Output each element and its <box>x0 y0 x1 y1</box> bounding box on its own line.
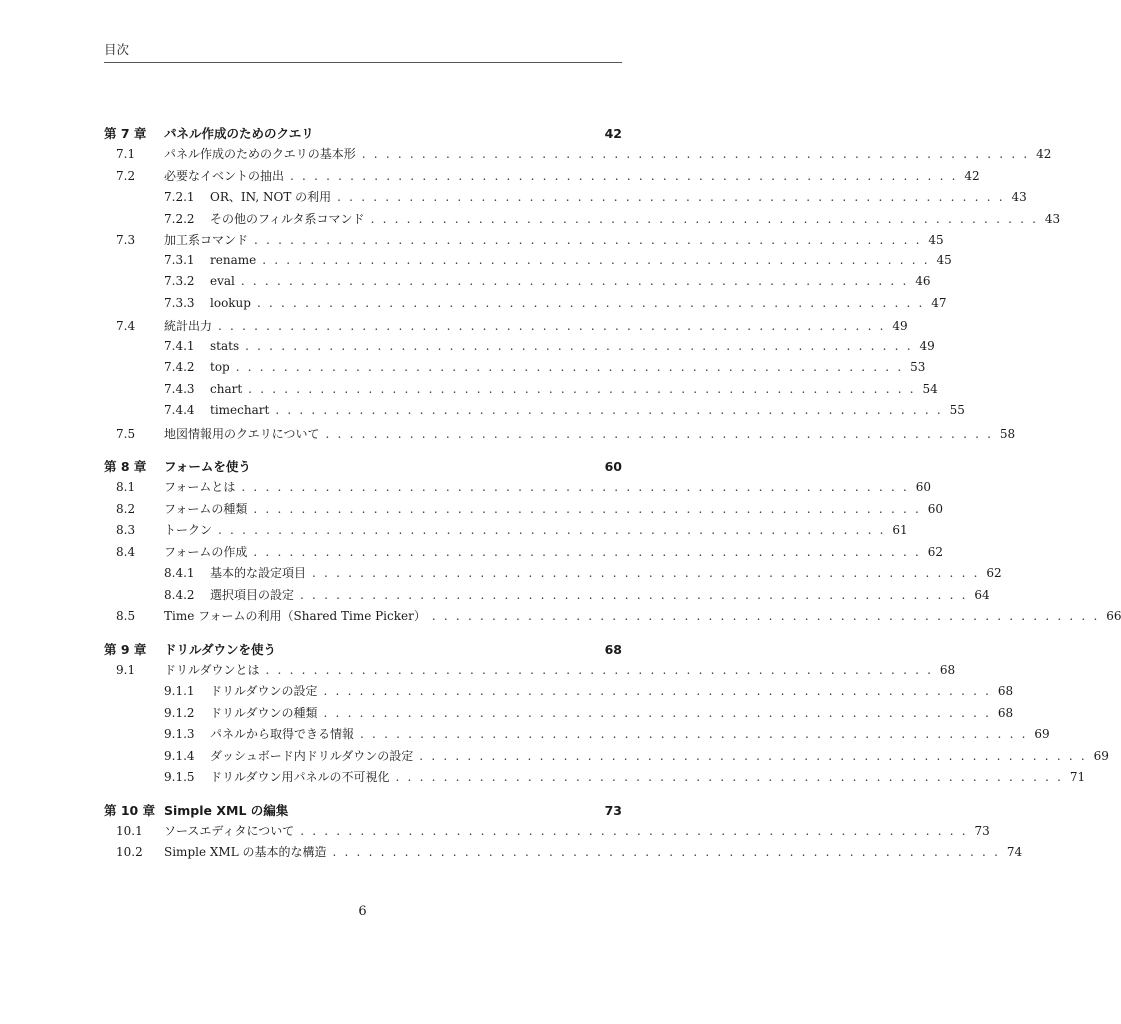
entry-title: その他のフィルタ系コマンド <box>210 211 365 226</box>
dot-leader: . . . . . . . . . . . . . . . . . . . . . . . . . . . . . . . . . . . . . . . . . . . . . . . . . . . . . . . . <box>253 501 922 516</box>
header-rule <box>104 62 622 63</box>
entry-title: 地図情報用のクエリについて <box>164 426 320 441</box>
dot-leader: . . . . . . . . . . . . . . . . . . . . . . . . . . . . . . . . . . . . . . . . . . . . . . . . . . . . . . . . <box>337 190 1005 204</box>
chapter-title: Simple XML の編集 <box>164 802 289 818</box>
dot-leader: . . . . . . . . . . . . . . . . . . . . . . . . . . . . . . . . . . . . . . . . . . . . . . . . . . . . . . . . <box>253 544 922 559</box>
section-entry[interactable] <box>104 843 1023 865</box>
chapter-number: 第 9 章 <box>104 641 147 657</box>
chapter-number: 第 7 章 <box>104 126 147 141</box>
entry-page: 47 <box>931 295 947 310</box>
chapter-number: 第 8 章 <box>104 459 147 474</box>
entry-title: 統計出力 <box>164 319 213 333</box>
dot-leader: . . . . . . . . . . . . . . . . . . . . . . . . . . . . . . . . . . . . . . . . . . . . . . . . . . . . . . . . <box>419 748 1087 763</box>
entry-page: 69 <box>1034 727 1050 741</box>
dot-leader: . . . . . . . . . . . . . . . . . . . . . . . . . . . . . . . . . . . . . . . . . . . . . . . . . . . . . . . . <box>241 480 910 494</box>
entry-title: フォームとは <box>164 480 236 494</box>
subsection-entry[interactable] <box>104 725 1050 747</box>
dot-leader: . . . . . . . . . . . . . . . . . . . . . . . . . . . . . . . . . . . . . . . . . . . . . . . . . . . . . . . . <box>325 426 994 441</box>
entry-number: 8.4.1 <box>164 566 195 580</box>
entry-number: 7.2 <box>116 168 136 183</box>
dot-leader: . . . . . . . . . . . . . . . . . . . . . . . . . . . . . . . . . . . . . . . . . . . . . . . . . . . . . . . . <box>275 403 943 417</box>
entry-number: 9.1.4 <box>164 748 195 763</box>
subsection-entry[interactable] <box>104 403 965 425</box>
entry-number: 7.3.2 <box>164 274 195 288</box>
dot-leader: . . . . . . . . . . . . . . . . . . . . . . . . . . . . . . . . . . . . . . . . . . . . . . . . . . . . . . . . <box>370 211 1039 226</box>
section-entry[interactable] <box>104 425 1016 447</box>
entry-number: 7.3.1 <box>164 252 195 267</box>
section-entry[interactable] <box>104 231 944 253</box>
dot-leader: . . . . . . . . . . . . . . . . . . . . . . . . . . . . . . . . . . . . . . . . . . . . . . . . . . . . . . . . <box>360 727 1028 741</box>
entry-number: 7.2.2 <box>164 211 195 226</box>
toc-chapter <box>104 801 1023 865</box>
entry-number: 7.4 <box>116 319 136 333</box>
entry-title: Simple XML の基本的な構造 <box>164 845 327 859</box>
entry-title: ドリルダウンとは <box>164 662 260 677</box>
entry-title: 必要なイベントの抽出 <box>164 168 285 183</box>
dot-leader: . . . . . . . . . . . . . . . . . . . . . . . . . . . . . . . . . . . . . . . . . . . . . . . . . . . . . . . . <box>254 233 922 247</box>
entry-number: 8.2 <box>116 501 136 516</box>
entry-title: 加工系コマンド <box>164 233 249 247</box>
entry-page: 69 <box>1093 748 1109 763</box>
entry-title: ドリルダウン用パネルの不可視化 <box>210 770 390 784</box>
entry-title: eval <box>210 274 235 288</box>
entry-title: Time フォームの利用（Shared Time Picker） <box>164 609 426 623</box>
entry-page: 43 <box>1044 211 1061 226</box>
section-entry[interactable] <box>104 661 956 683</box>
entry-number: 9.1.1 <box>164 684 195 698</box>
entry-title: chart <box>210 381 243 396</box>
section-entry[interactable] <box>104 607 1121 629</box>
chapter-heading[interactable] <box>104 640 622 661</box>
dot-leader: . . . . . . . . . . . . . . . . . . . . . . . . . . . . . . . . . . . . . . . . . . . . . . . . . . . . . . . . <box>312 566 980 580</box>
entry-number: 9.1.5 <box>164 770 195 784</box>
subsection-entry[interactable] <box>104 586 990 608</box>
subsection-entry[interactable] <box>104 295 947 318</box>
dot-leader: . . . . . . . . . . . . . . . . . . . . . . . . . . . . . . . . . . . . . . . . . . . . . . . . . . . . . . . . <box>395 770 1064 784</box>
section-entry[interactable] <box>104 822 990 844</box>
toc-chapter <box>104 640 1109 790</box>
dot-leader: . . . . . . . . . . . . . . . . . . . . . . . . . . . . . . . . . . . . . . . . . . . . . . . . . . . . . . . . <box>323 705 992 720</box>
entry-number: 7.4.1 <box>164 338 195 353</box>
entry-page: 66 <box>1106 609 1121 623</box>
section-entry[interactable] <box>104 145 1052 167</box>
dot-leader: . . . . . . . . . . . . . . . . . . . . . . . . . . . . . . . . . . . . . . . . . . . . . . . . . . . . . . . . <box>332 845 1001 859</box>
chapter-number: 第 10 章 <box>104 802 156 818</box>
dot-leader: . . . . . . . . . . . . . . . . . . . . . . . . . . . . . . . . . . . . . . . . . . . . . . . . . . . . . . . . <box>245 338 913 353</box>
subsection-entry[interactable] <box>104 188 1027 210</box>
chapter-title: ドリルダウンを使う <box>164 641 277 657</box>
entry-page: 46 <box>915 274 931 288</box>
section-entry[interactable] <box>104 478 932 500</box>
entry-title: パネルから取得できる情報 <box>210 727 355 741</box>
subsection-entry[interactable] <box>104 274 931 296</box>
subsection-entry[interactable] <box>104 210 1061 232</box>
entry-page: 42 <box>964 168 980 183</box>
entry-page: 68 <box>939 662 956 677</box>
subsection-entry[interactable] <box>104 747 1109 769</box>
subsection-entry[interactable] <box>104 768 1086 790</box>
toc-chapter <box>104 124 1061 446</box>
entry-title: stats <box>210 338 240 353</box>
entry-title: パネル作成のためのクエリの基本形 <box>164 147 356 161</box>
subsection-entry[interactable] <box>104 338 935 361</box>
subsection-entry[interactable] <box>104 564 1002 586</box>
entry-number: 7.1 <box>116 147 136 161</box>
entry-title: ドリルダウンの種類 <box>210 705 318 720</box>
entry-page: 54 <box>922 381 938 396</box>
dot-leader: . . . . . . . . . . . . . . . . . . . . . . . . . . . . . . . . . . . . . . . . . . . . . . . . . . . . . . . . <box>235 360 904 374</box>
entry-number: 7.4.2 <box>164 360 195 374</box>
chapter-page: 60 <box>604 459 622 474</box>
dot-leader: . . . . . . . . . . . . . . . . . . . . . . . . . . . . . . . . . . . . . . . . . . . . . . . . . . . . . . . . <box>248 381 916 396</box>
entry-number: 9.1.3 <box>164 727 195 741</box>
dot-leader: . . . . . . . . . . . . . . . . . . . . . . . . . . . . . . . . . . . . . . . . . . . . . . . . . . . . . . . . <box>262 252 930 267</box>
entry-number: 9.1 <box>116 662 136 677</box>
dot-leader: . . . . . . . . . . . . . . . . . . . . . . . . . . . . . . . . . . . . . . . . . . . . . . . . . . . . . . . . <box>218 319 886 333</box>
entry-title: フォームの種類 <box>164 501 248 516</box>
entry-number: 7.2.1 <box>164 190 195 204</box>
section-entry[interactable] <box>104 521 908 543</box>
chapter-page: 68 <box>604 641 622 657</box>
dot-leader: . . . . . . . . . . . . . . . . . . . . . . . . . . . . . . . . . . . . . . . . . . . . . . . . . . . . . . . . <box>218 523 886 537</box>
entry-title: rename <box>210 252 257 267</box>
dot-leader: . . . . . . . . . . . . . . . . . . . . . . . . . . . . . . . . . . . . . . . . . . . . . . . . . . . . . . . . <box>361 147 1030 161</box>
entry-page: 74 <box>1006 845 1023 859</box>
entry-page: 71 <box>1069 770 1086 784</box>
running-header: 目次 <box>104 42 130 57</box>
entry-page: 60 <box>927 501 944 516</box>
entry-title: ソースエディタについて <box>164 823 295 838</box>
entry-page: 49 <box>919 338 935 353</box>
toc-chapter <box>104 457 1121 629</box>
entry-number: 8.5 <box>116 609 136 623</box>
entry-title: フォームの作成 <box>164 544 248 559</box>
chapter-page: 42 <box>604 126 622 141</box>
chapter-heading[interactable] <box>104 801 622 822</box>
dot-leader: . . . . . . . . . . . . . . . . . . . . . . . . . . . . . . . . . . . . . . . . . . . . . . . . . . . . . . . . <box>256 295 925 310</box>
entry-number: 10.1 <box>116 823 143 838</box>
entry-page: 43 <box>1011 190 1027 204</box>
entry-title: ダッシュボード内ドリルダウンの設定 <box>210 748 414 763</box>
entry-page: 49 <box>892 319 908 333</box>
dot-leader: . . . . . . . . . . . . . . . . . . . . . . . . . . . . . . . . . . . . . . . . . . . . . . . . . . . . . . . . <box>240 274 909 288</box>
entry-number: 8.1 <box>116 480 136 494</box>
subsection-entry[interactable] <box>104 252 952 275</box>
section-entry[interactable] <box>104 543 944 565</box>
entry-number: 7.3.3 <box>164 295 195 310</box>
entry-page: 73 <box>974 823 990 838</box>
entry-page: 68 <box>997 684 1014 698</box>
entry-page: 42 <box>1036 147 1052 161</box>
entry-title: lookup <box>210 295 251 310</box>
entry-number: 9.1.2 <box>164 705 195 720</box>
entry-page: 62 <box>986 566 1002 580</box>
chapter-heading[interactable] <box>104 124 622 145</box>
entry-number: 10.2 <box>116 845 143 859</box>
entry-number: 7.3 <box>116 233 136 247</box>
subsection-entry[interactable] <box>104 360 926 382</box>
section-entry[interactable] <box>104 317 908 339</box>
entry-page: 68 <box>997 705 1014 720</box>
entry-title: 選択項目の設定 <box>210 587 295 602</box>
entry-number: 7.5 <box>116 426 136 441</box>
entry-title: timechart <box>210 403 270 417</box>
dot-leader: . . . . . . . . . . . . . . . . . . . . . . . . . . . . . . . . . . . . . . . . . . . . . . . . . . . . . . . . <box>265 662 934 677</box>
entry-page: 55 <box>949 403 965 417</box>
entry-page: 45 <box>936 252 952 267</box>
entry-page: 60 <box>915 480 932 494</box>
entry-page: 64 <box>974 587 990 602</box>
chapter-title: フォームを使う <box>164 459 251 474</box>
subsection-entry[interactable] <box>104 704 1014 726</box>
entry-page: 53 <box>910 360 926 374</box>
page-number: 6 <box>358 904 367 919</box>
entry-number: 8.4.2 <box>164 587 195 602</box>
subsection-entry[interactable] <box>104 682 1014 704</box>
entry-page: 61 <box>892 523 908 537</box>
entry-title: 基本的な設定項目 <box>210 566 307 580</box>
entry-title: top <box>210 360 230 374</box>
chapter-heading[interactable] <box>104 457 622 478</box>
entry-number: 8.4 <box>116 544 136 559</box>
entry-page: 45 <box>928 233 944 247</box>
entry-page: 58 <box>999 426 1016 441</box>
entry-number: 7.4.4 <box>164 403 195 417</box>
entry-title: トークン <box>164 523 213 537</box>
dot-leader: . . . . . . . . . . . . . . . . . . . . . . . . . . . . . . . . . . . . . . . . . . . . . . . . . . . . . . . . <box>300 823 968 838</box>
dot-leader: . . . . . . . . . . . . . . . . . . . . . . . . . . . . . . . . . . . . . . . . . . . . . . . . . . . . . . . . <box>300 587 968 602</box>
dot-leader: . . . . . . . . . . . . . . . . . . . . . . . . . . . . . . . . . . . . . . . . . . . . . . . . . . . . . . . . <box>431 609 1100 623</box>
entry-page: 62 <box>927 544 944 559</box>
entry-number: 7.4.3 <box>164 381 195 396</box>
entry-title: ドリルダウンの設定 <box>210 684 318 698</box>
chapter-page: 73 <box>604 802 622 818</box>
section-entry[interactable] <box>104 167 980 189</box>
entry-title: OR、IN, NOT の利用 <box>210 190 332 204</box>
dot-leader: . . . . . . . . . . . . . . . . . . . . . . . . . . . . . . . . . . . . . . . . . . . . . . . . . . . . . . . . <box>290 168 958 183</box>
chapter-title: パネル作成のためのクエリ <box>164 126 314 141</box>
dot-leader: . . . . . . . . . . . . . . . . . . . . . . . . . . . . . . . . . . . . . . . . . . . . . . . . . . . . . . . . <box>323 684 992 698</box>
subsection-entry[interactable] <box>104 381 938 404</box>
table-of-contents <box>104 124 1121 876</box>
entry-number: 8.3 <box>116 523 136 537</box>
section-entry[interactable] <box>104 500 944 522</box>
